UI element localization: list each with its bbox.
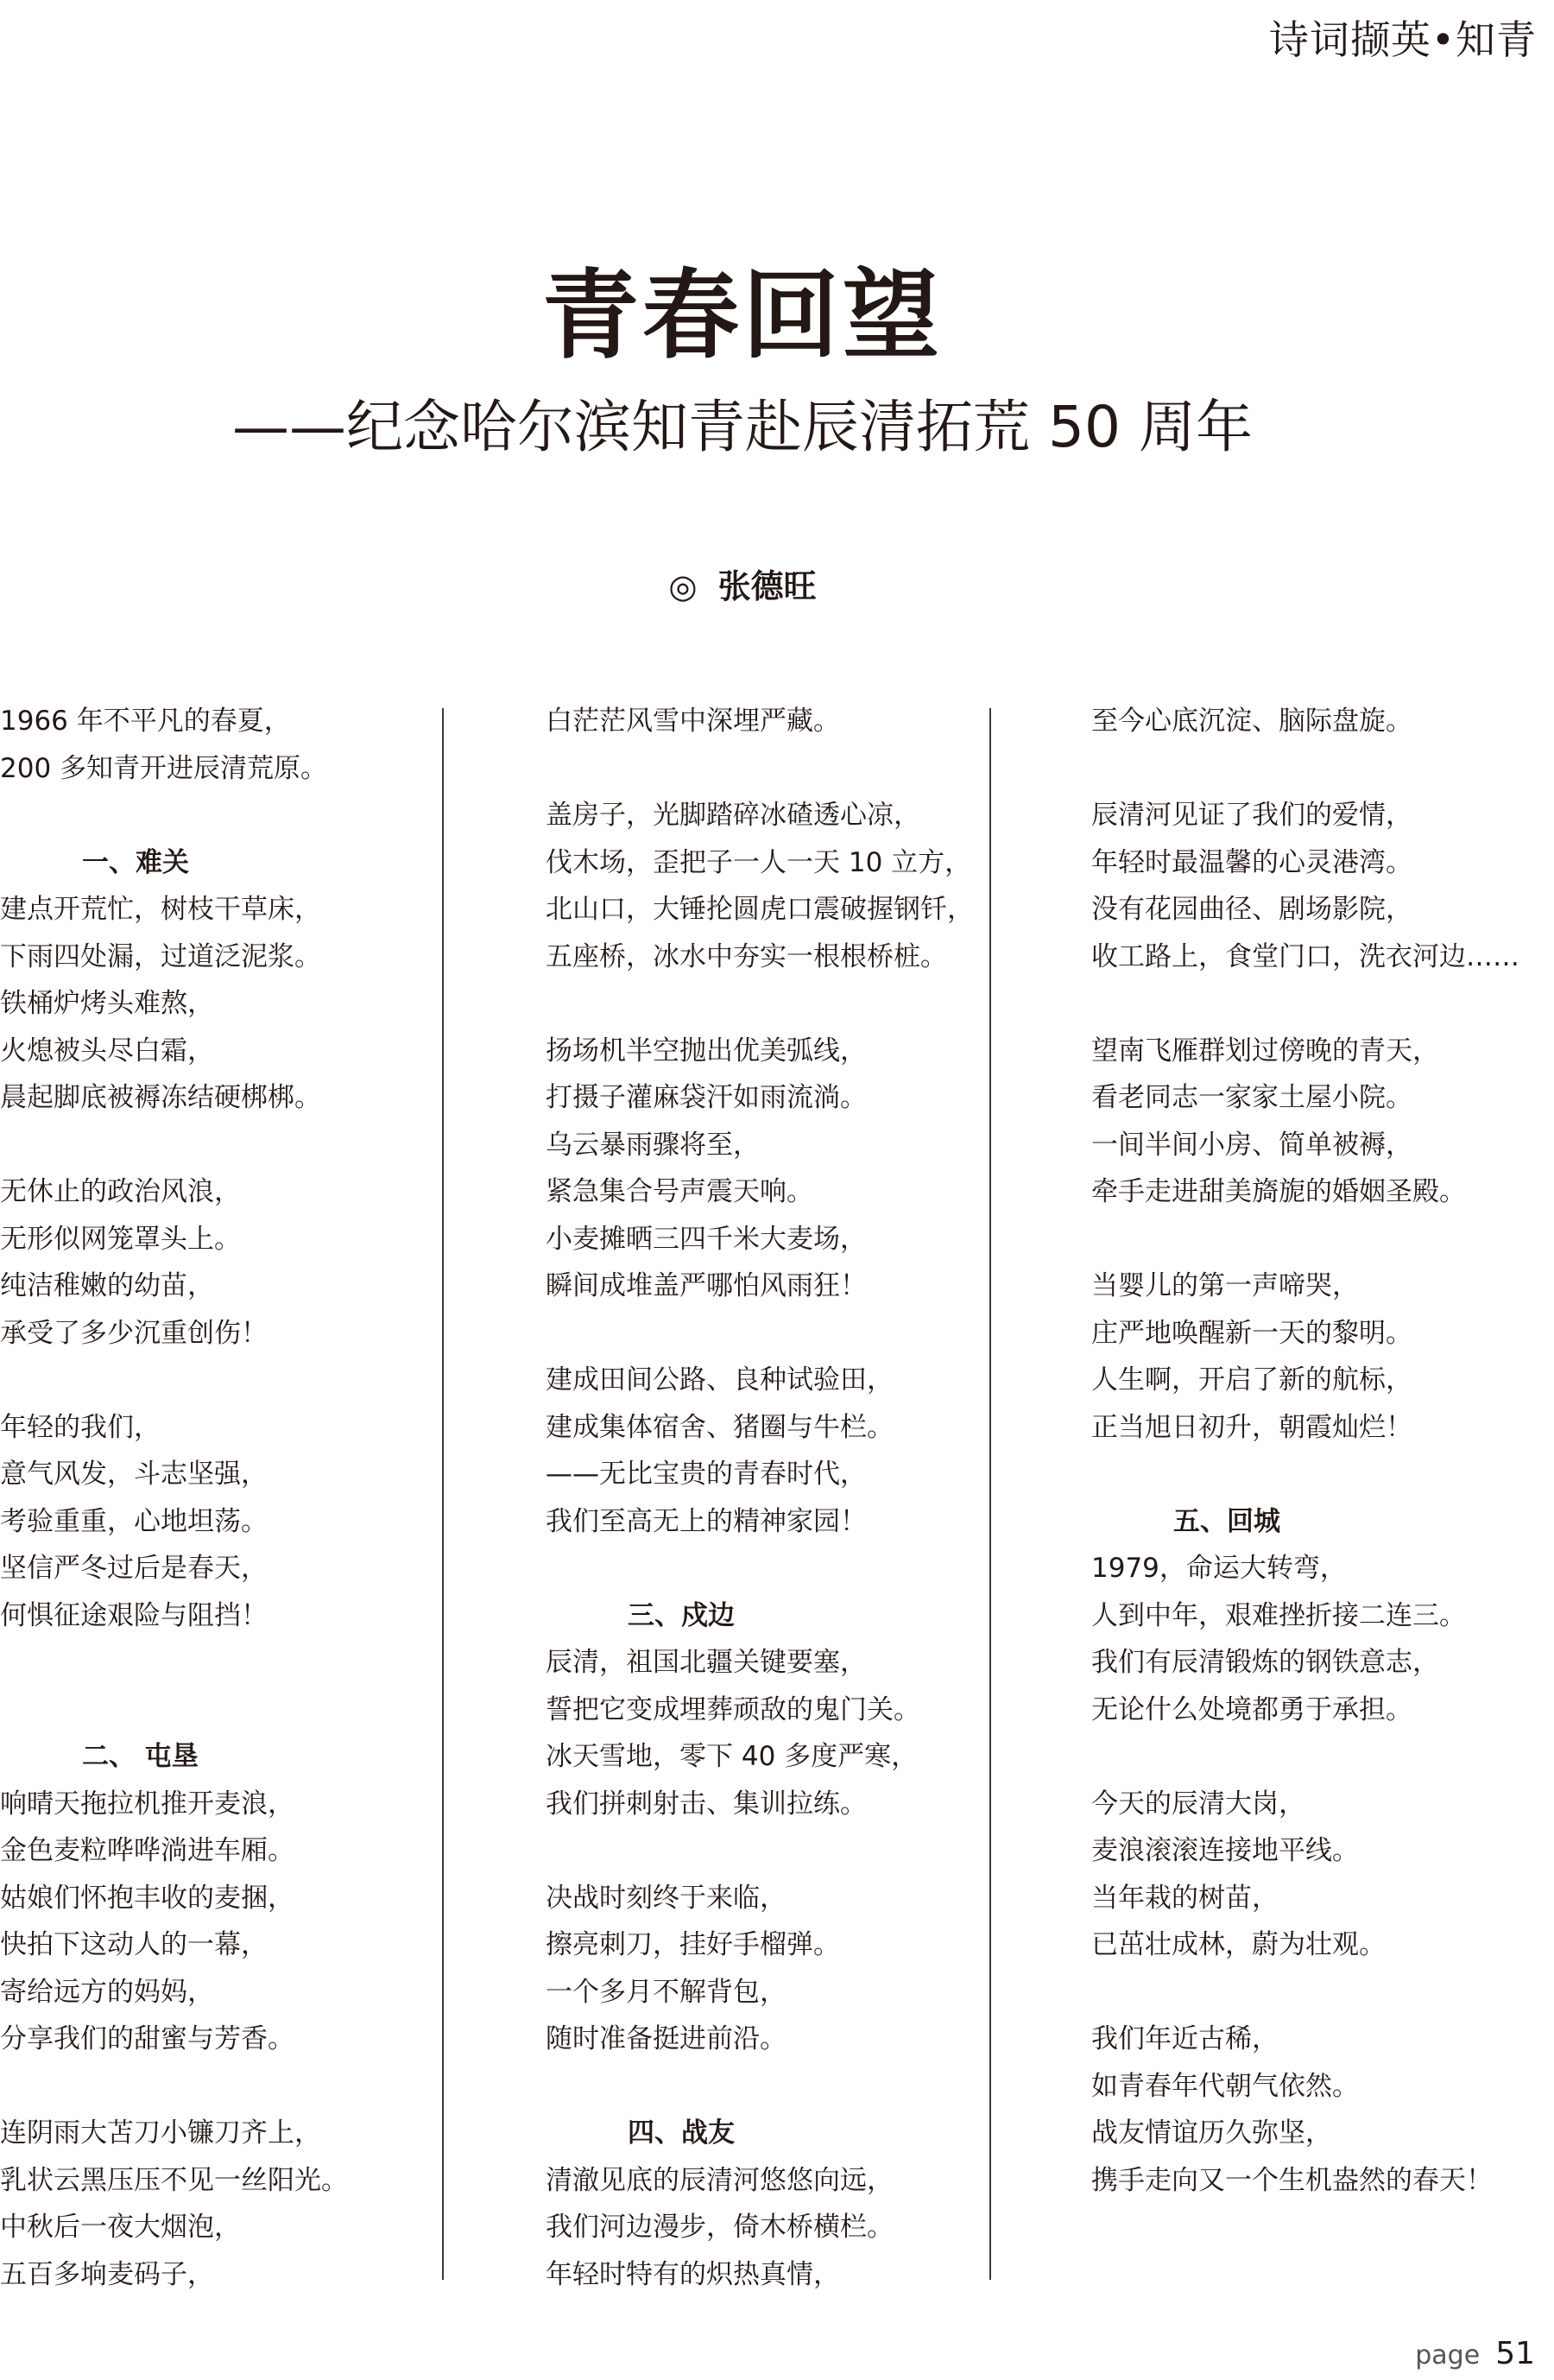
poem-line: 年轻的我们， (0, 1411, 161, 1443)
blank-line (546, 1310, 977, 1358)
poem-line: 寄给远方的妈妈， (0, 1976, 214, 2008)
blank-line (0, 1357, 432, 1404)
poem-line: 人生啊，开启了新的航标， (1091, 1364, 1412, 1396)
section-header: 诗词撷英•知青 (1268, 16, 1537, 63)
poem-line: 伐木场，歪把子一人一天 10 立方， (546, 846, 972, 878)
poem-line: 我们河边漫步，倚木桥横栏。 (546, 2212, 894, 2243)
blank-line (0, 1639, 432, 1687)
poem-line: 金色麦粒哗哗淌进车厢。 (0, 1835, 294, 1866)
poem-subtitle: ——纪念哈尔滨知青赴辰清拓荒 50 周年 (232, 394, 1253, 460)
poem-line: 至今心底沉淀、脑际盘旋。 (1091, 706, 1412, 737)
column-divider (989, 708, 991, 2280)
blank-line (546, 1827, 977, 1875)
poem-line: 年轻时特有的炽热真情， (546, 2258, 840, 2290)
poem-line: 无休止的政治风浪， (0, 1176, 241, 1207)
poem-line: 今天的辰清大岗， (1091, 1788, 1305, 1820)
section-title: 一、难关 (82, 846, 189, 878)
poem-line: 已茁壮成林，蔚为壮观。 (1091, 1929, 1386, 1960)
poem-line: 誓把它变成埋葬顽敌的鬼门关。 (546, 1693, 920, 1725)
blank-line (546, 2063, 977, 2111)
poem-line: 打摄子灌麻袋汗如雨流淌。 (546, 1082, 867, 1113)
author-name: 张德旺 (717, 567, 817, 605)
poem-line: 考验重重，心地坦荡。 (0, 1505, 268, 1537)
poem-line: 携手走向又一个生机盎然的春天！ (1091, 2164, 1493, 2196)
section-title: 三、戍边 (628, 1599, 735, 1631)
poem-line: 坚信严冬过后是春天， (0, 1553, 268, 1584)
poem-line: 一间半间小房、简单被褥， (1091, 1129, 1412, 1161)
poem-line: 连阴雨大苫刀小镰刀齐上， (0, 2117, 321, 2149)
poem-line: 建成田间公路、良种试验田， (546, 1364, 894, 1396)
poem-line: 庄严地唤醒新一天的黎明。 (1091, 1317, 1412, 1349)
poem-line: 没有花园曲径、剧场影院， (1091, 894, 1412, 925)
blank-line (0, 1687, 432, 1734)
poem-line: 火熄被头尽白霜， (0, 1035, 214, 1067)
poem-line: 当婴儿的第一声啼哭， (1091, 1270, 1359, 1301)
poem-line: 何惧征途艰险与阻挡！ (0, 1599, 268, 1631)
poem-line: 分享我们的甜蜜与芳香。 (0, 2023, 294, 2054)
page-number: 51 (1495, 2336, 1535, 2371)
column-divider (442, 708, 444, 2280)
page-label: page (1415, 2340, 1481, 2371)
poem-line: 建成集体宿舍、猪圈与牛栏。 (546, 1411, 894, 1443)
section-title: 四、战友 (628, 2117, 735, 2149)
poem-line: 北山口，大锤抡圆虎口震破握钢钎， (546, 894, 974, 925)
poem-line: 正当旭日初升，朝霞灿烂！ (1091, 1411, 1412, 1443)
blank-line (546, 1545, 977, 1592)
poem-line: 1979，命运大转弯， (1091, 1553, 1347, 1584)
poem-line: 望南飞雁群划过傍晚的青天， (1091, 1035, 1439, 1067)
poem-line: 决战时刻终于来临， (546, 1882, 786, 1914)
poem-line: 人到中年，艰难挫折接二连三。 (1091, 1599, 1466, 1631)
blank-line (0, 1122, 432, 1169)
poem-line: 乌云暴雨骤将至， (546, 1129, 760, 1161)
poem-line: 姑娘们怀抱丰收的麦捆， (0, 1882, 294, 1914)
poem-column-2 (546, 698, 977, 2298)
blank-line (1091, 1451, 1540, 1498)
poem-line: 白茫茫风雪中深埋严藏。 (546, 706, 840, 737)
blank-line (1091, 980, 1540, 1028)
poem-line: 辰清河见证了我们的爱情， (1091, 800, 1412, 831)
poem-line: 收工路上，食堂门口，洗衣河边…… (1091, 940, 1519, 972)
poem-line: 我们有辰清锻炼的钢铁意志， (1091, 1647, 1439, 1678)
poem-line: 牵手走进甜美旖旎的婚姻圣殿。 (1091, 1176, 1466, 1207)
poem-line: 乳状云黑压压不见一丝阳光。 (0, 2164, 348, 2196)
poem-line: 意气风发，斗志坚强， (0, 1459, 268, 1490)
poem-line: 一个多月不解背包， (546, 1976, 786, 2008)
poem-line: 铁桶炉烤头难熬， (0, 988, 214, 1019)
section-title: 二、 屯垦 (82, 1741, 199, 1772)
poem-line: 晨起脚底被褥冻结硬梆梆。 (0, 1082, 321, 1113)
poem-line: 响晴天拖拉机推开麦浪， (0, 1788, 294, 1820)
poem-line: ——无比宝贵的青春时代， (546, 1459, 867, 1490)
author-byline (0, 560, 1485, 607)
poem-line: 下雨四处漏，过道泛泥浆。 (0, 940, 321, 972)
blank-line (0, 792, 432, 839)
poem-line: 年轻时最温馨的心灵港湾。 (1091, 846, 1412, 878)
poem-line: 战友情谊历久弥坚， (1091, 2117, 1332, 2149)
poem-line: 中秋后一夜大烟泡， (0, 2212, 241, 2243)
blank-line (1091, 1216, 1540, 1263)
blank-line (546, 745, 977, 793)
poem-line: 看老同志一家家土屋小院。 (1091, 1082, 1412, 1113)
poem-line: 五百多垧麦码子， (0, 2258, 214, 2290)
poem-line: 无形似网笼罩头上。 (0, 1223, 241, 1255)
poem-line: 小麦摊晒三四千米大麦场， (546, 1223, 867, 1255)
section-title: 五、回城 (1173, 1505, 1280, 1537)
poem-line: 当年栽的树苗， (1091, 1882, 1279, 1914)
poem-line: 如青春年代朝气依然。 (1091, 2070, 1359, 2102)
poem-line: 麦浪滚滚连接地平线。 (1091, 1835, 1359, 1866)
poem-line: 我们拼刺射击、集训拉练。 (546, 1788, 867, 1820)
poem-line: 盖房子，光脚踏碎冰碴透心凉， (546, 800, 920, 831)
poem-line: 纯洁稚嫩的幼苗， (0, 1270, 214, 1301)
poem-line: 紧急集合号声震天响。 (546, 1176, 813, 1207)
blank-line (1091, 745, 1540, 793)
poem-title: 青春回望 (542, 260, 943, 372)
blank-line (1091, 1733, 1540, 1781)
poem-line: 无论什么处境都勇于承担。 (1091, 1693, 1412, 1725)
poem-line: 建点开荒忙，树枝干草床， (0, 894, 321, 925)
poem-line: 承受了多少沉重创伤！ (0, 1317, 268, 1349)
poem-line: 随时准备挺进前沿。 (546, 2023, 786, 2054)
poem-line: 瞬间成堆盖严哪怕风雨狂！ (546, 1270, 867, 1301)
blank-line (1091, 1969, 1540, 2016)
poem-column-1 (0, 698, 432, 2298)
poem-column-3 (1091, 698, 1540, 2204)
poem-line: 扬场机半空抛出优美弧线， (546, 1035, 867, 1067)
poem-line: 清澈见底的辰清河悠悠向远， (546, 2164, 894, 2196)
poem-line: 200 多知青开进辰清荒原。 (0, 752, 328, 784)
poem-line: 1966 年不平凡的春夏， (0, 706, 291, 737)
author-mark-icon: ◎ (668, 567, 698, 605)
poem-line: 擦亮刺刀，挂好手榴弹。 (546, 1929, 840, 1960)
poem-line: 冰天雪地，零下 40 多度严寒， (546, 1741, 919, 1772)
blank-line (0, 2063, 432, 2111)
poem-line: 我们年近古稀， (1091, 2023, 1279, 2054)
poem-line: 五座桥，冰水中夯实一根根桥桩。 (546, 940, 947, 972)
poem-line: 辰清，祖国北疆关键要塞， (546, 1647, 867, 1678)
page-footer (1415, 2336, 1535, 2371)
poem-line: 快拍下这动人的一幕， (0, 1929, 268, 1960)
blank-line (546, 980, 977, 1028)
poem-line: 我们至高无上的精神家园！ (546, 1505, 867, 1537)
